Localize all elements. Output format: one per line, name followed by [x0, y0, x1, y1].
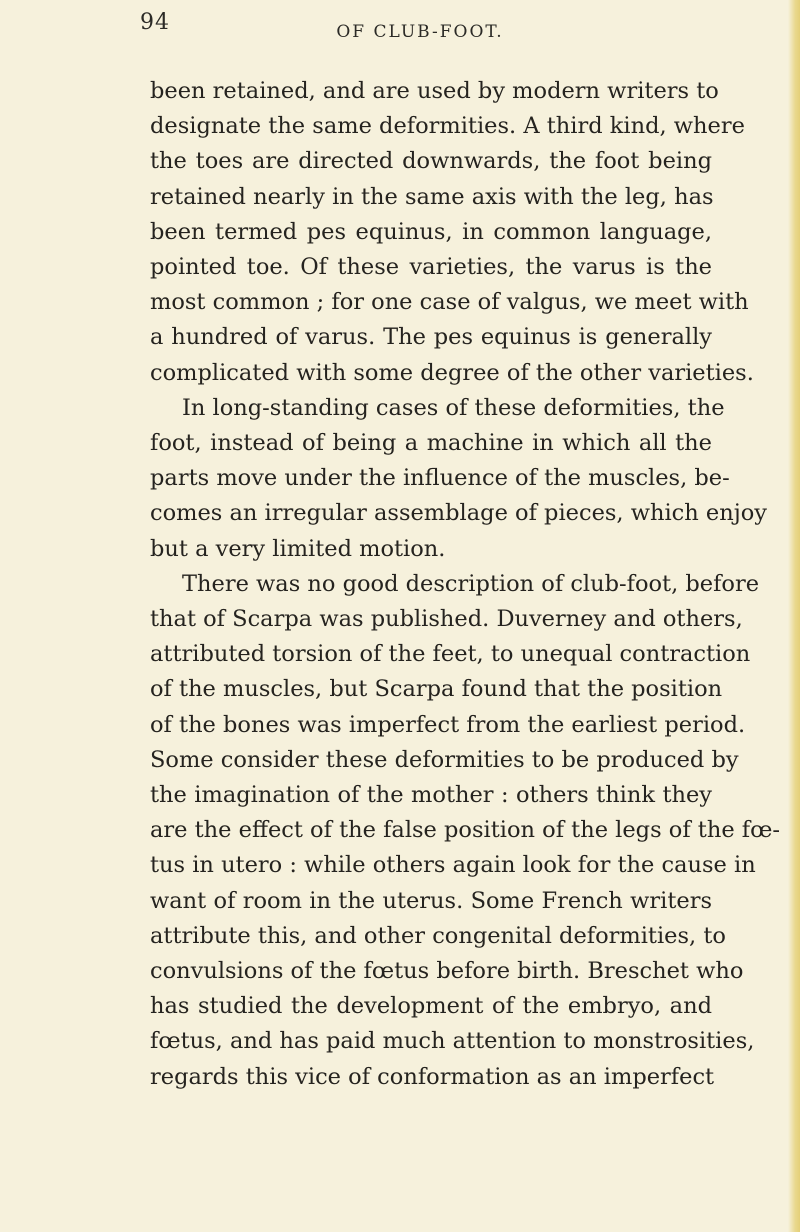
body-text: [150, 74, 780, 1095]
text-line: the toes are directed downwards, the foot being: [150, 148, 712, 175]
text-line: designate the same deformities. A third kind, where: [150, 113, 745, 140]
text-line: but a very limited motion.: [150, 535, 446, 562]
text-line: regards this vice of conformation as an imperfect: [150, 1063, 715, 1090]
text-line: tus in utero : while others again look for the cause in: [150, 852, 756, 879]
text-line: fœtus, and has paid much attention to monstrosities,: [150, 1028, 755, 1055]
text-line: that of Scarpa was published. Duverney and others,: [150, 606, 743, 633]
running-head: OF CLUB-FOOT.: [336, 22, 504, 42]
text-line: been termed pes equinus, in common language,: [150, 218, 712, 245]
text-line: parts move under the influence of the muscles, be-: [150, 465, 730, 492]
text-line: a hundred of varus. The pes equinus is generally: [150, 324, 712, 351]
text-line: has studied the development of the embryo, and: [150, 993, 712, 1020]
text-line: There was no good description of club-foot, before: [182, 570, 760, 597]
text-line: Some consider these deformities to be produced by: [150, 746, 739, 773]
text-line: attribute this, and other congenital deformities, to: [150, 922, 726, 949]
text-line: foot, instead of being a machine in which all the: [150, 430, 712, 457]
text-line: of the muscles, but Scarpa found that the position: [150, 676, 723, 703]
text-line: the imagination of the mother : others think they: [150, 782, 712, 809]
text-line: most common ; for one case of valgus, we meet with: [150, 289, 749, 316]
text-line: pointed toe. Of these varieties, the varus is the: [150, 254, 712, 281]
text-line: In long-standing cases of these deformities, the: [182, 394, 725, 421]
text-line: comes an irregular assemblage of pieces, which enjoy: [150, 500, 767, 527]
text-line: attributed torsion of the feet, to unequal contraction: [150, 641, 751, 668]
text-line: are the effect of the false position of the legs of the fœ-: [150, 817, 780, 844]
page-edge: [788, 0, 800, 1232]
text-line: complicated with some degree of the other varieties.: [150, 359, 754, 386]
text-line: want of room in the uterus. Some French writers: [150, 887, 712, 914]
text-line: convulsions of the fœtus before birth. Breschet who: [150, 958, 744, 985]
text-line: retained nearly in the same axis with the leg, has: [150, 183, 714, 210]
text-line: of the bones was imperfect from the earliest period.: [150, 711, 746, 738]
text-line: been retained, and are used by modern writers to: [150, 78, 719, 104]
page-number: 94: [140, 10, 170, 35]
